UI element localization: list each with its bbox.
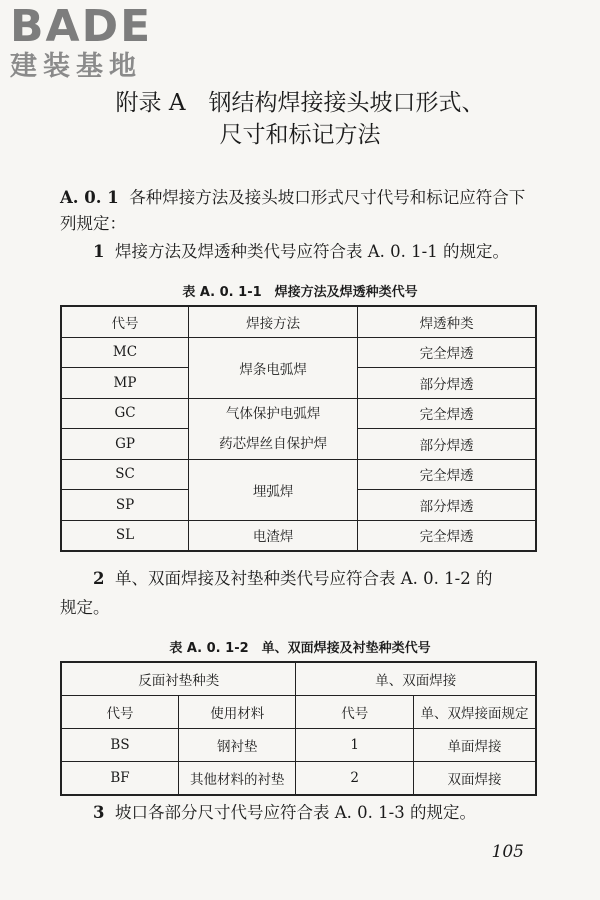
table-2-header-row <box>61 696 536 729</box>
table-cell: 1 <box>296 729 413 762</box>
item-3 <box>93 801 476 825</box>
logo-brand: BADE <box>10 1 153 52</box>
table-1-header: 代号 <box>61 306 189 337</box>
table-2-header: 代号 <box>61 696 179 729</box>
table-2 <box>60 661 537 796</box>
table-1-header: 焊透种类 <box>358 306 536 337</box>
table-cell: 完全焊透 <box>358 398 536 429</box>
page-title-line-1: 附录 A 钢结构焊接接头坡口形式、 <box>115 90 485 116</box>
table-cell: 钢衬垫 <box>179 729 296 762</box>
table-2-group-header: 单、双面焊接 <box>296 662 536 696</box>
table-2-group-header: 反面衬垫种类 <box>61 662 296 696</box>
table-row <box>61 729 536 762</box>
table-row <box>61 398 536 429</box>
table-2-header: 使用材料 <box>179 696 296 729</box>
page-title-line-2: 尺寸和标记方法 <box>219 122 381 148</box>
table-2-header: 代号 <box>296 696 413 729</box>
table-cell: 焊条电弧焊 <box>189 337 358 398</box>
table-cell: 部分焊透 <box>358 490 536 521</box>
item-2-number: 2 <box>93 569 105 588</box>
table-cell: MC <box>61 337 189 368</box>
table-1-header: 焊接方法 <box>189 306 358 337</box>
table-row <box>61 520 536 551</box>
table-row <box>61 337 536 368</box>
table-cell: 2 <box>296 762 413 796</box>
table-cell: 单面焊接 <box>413 729 536 762</box>
table-cell: 电渣焊 <box>189 520 358 551</box>
method-gas-shielded: 气体保护电弧焊 <box>225 405 321 422</box>
table-cell: 部分焊透 <box>358 368 536 399</box>
table-1-header-row <box>61 306 536 337</box>
table-cell <box>189 398 358 459</box>
method-self-shielded: 药芯焊丝自保护焊 <box>219 435 328 452</box>
table-cell: MP <box>61 368 189 399</box>
table-cell: GC <box>61 398 189 429</box>
clause-a01-line-1 <box>60 186 525 210</box>
table-cell: 完全焊透 <box>358 337 536 368</box>
table-cell: BS <box>61 729 179 762</box>
table-cell: 埋弧焊 <box>189 459 358 520</box>
item-2-text-1: 单、双面焊接及衬垫种类代号应符合表 A. 0. 1-2 的 <box>114 569 493 588</box>
item-1 <box>93 240 509 264</box>
table-2-caption: 表 A. 0. 1-2 单、双面焊接及衬垫种类代号 <box>169 641 431 656</box>
item-1-number: 1 <box>93 242 105 261</box>
table-cell: GP <box>61 429 189 460</box>
table-cell: 其他材料的衬垫 <box>179 762 296 796</box>
table-cell: 部分焊透 <box>358 429 536 460</box>
item-3-text: 坡口各部分尺寸代号应符合表 A. 0. 1-3 的规定。 <box>114 803 476 822</box>
item-2-text-2: 规定。 <box>60 598 110 617</box>
item-2-line-1 <box>93 567 492 591</box>
logo <box>10 1 180 82</box>
table-cell: SP <box>61 490 189 521</box>
table-1 <box>60 305 537 552</box>
item-3-number: 3 <box>93 803 105 822</box>
clause-text-2: 列规定： <box>60 214 126 233</box>
clause-text-1: 各种焊接方法及接头坡口形式尺寸代号和标记应符合下 <box>129 188 526 207</box>
page-number: 105 <box>491 842 524 862</box>
table-cell: SC <box>61 459 189 490</box>
table-2-group-header-row <box>61 662 536 696</box>
table-cell: 完全焊透 <box>358 459 536 490</box>
table-cell: 双面焊接 <box>413 762 536 796</box>
item-1-text: 焊接方法及焊透种类代号应符合表 A. 0. 1-1 的规定。 <box>114 242 509 261</box>
table-row <box>61 762 536 796</box>
table-1-caption: 表 A. 0. 1-1 焊接方法及焊透种类代号 <box>182 285 418 300</box>
clause-number: A. 0. 1 <box>60 188 119 207</box>
table-row <box>61 459 536 490</box>
table-cell: BF <box>61 762 179 796</box>
logo-subtitle: 建装基地 <box>10 51 142 82</box>
table-2-header: 单、双焊接面规定 <box>413 696 536 729</box>
table-cell: 完全焊透 <box>358 520 536 551</box>
table-cell: SL <box>61 520 189 551</box>
